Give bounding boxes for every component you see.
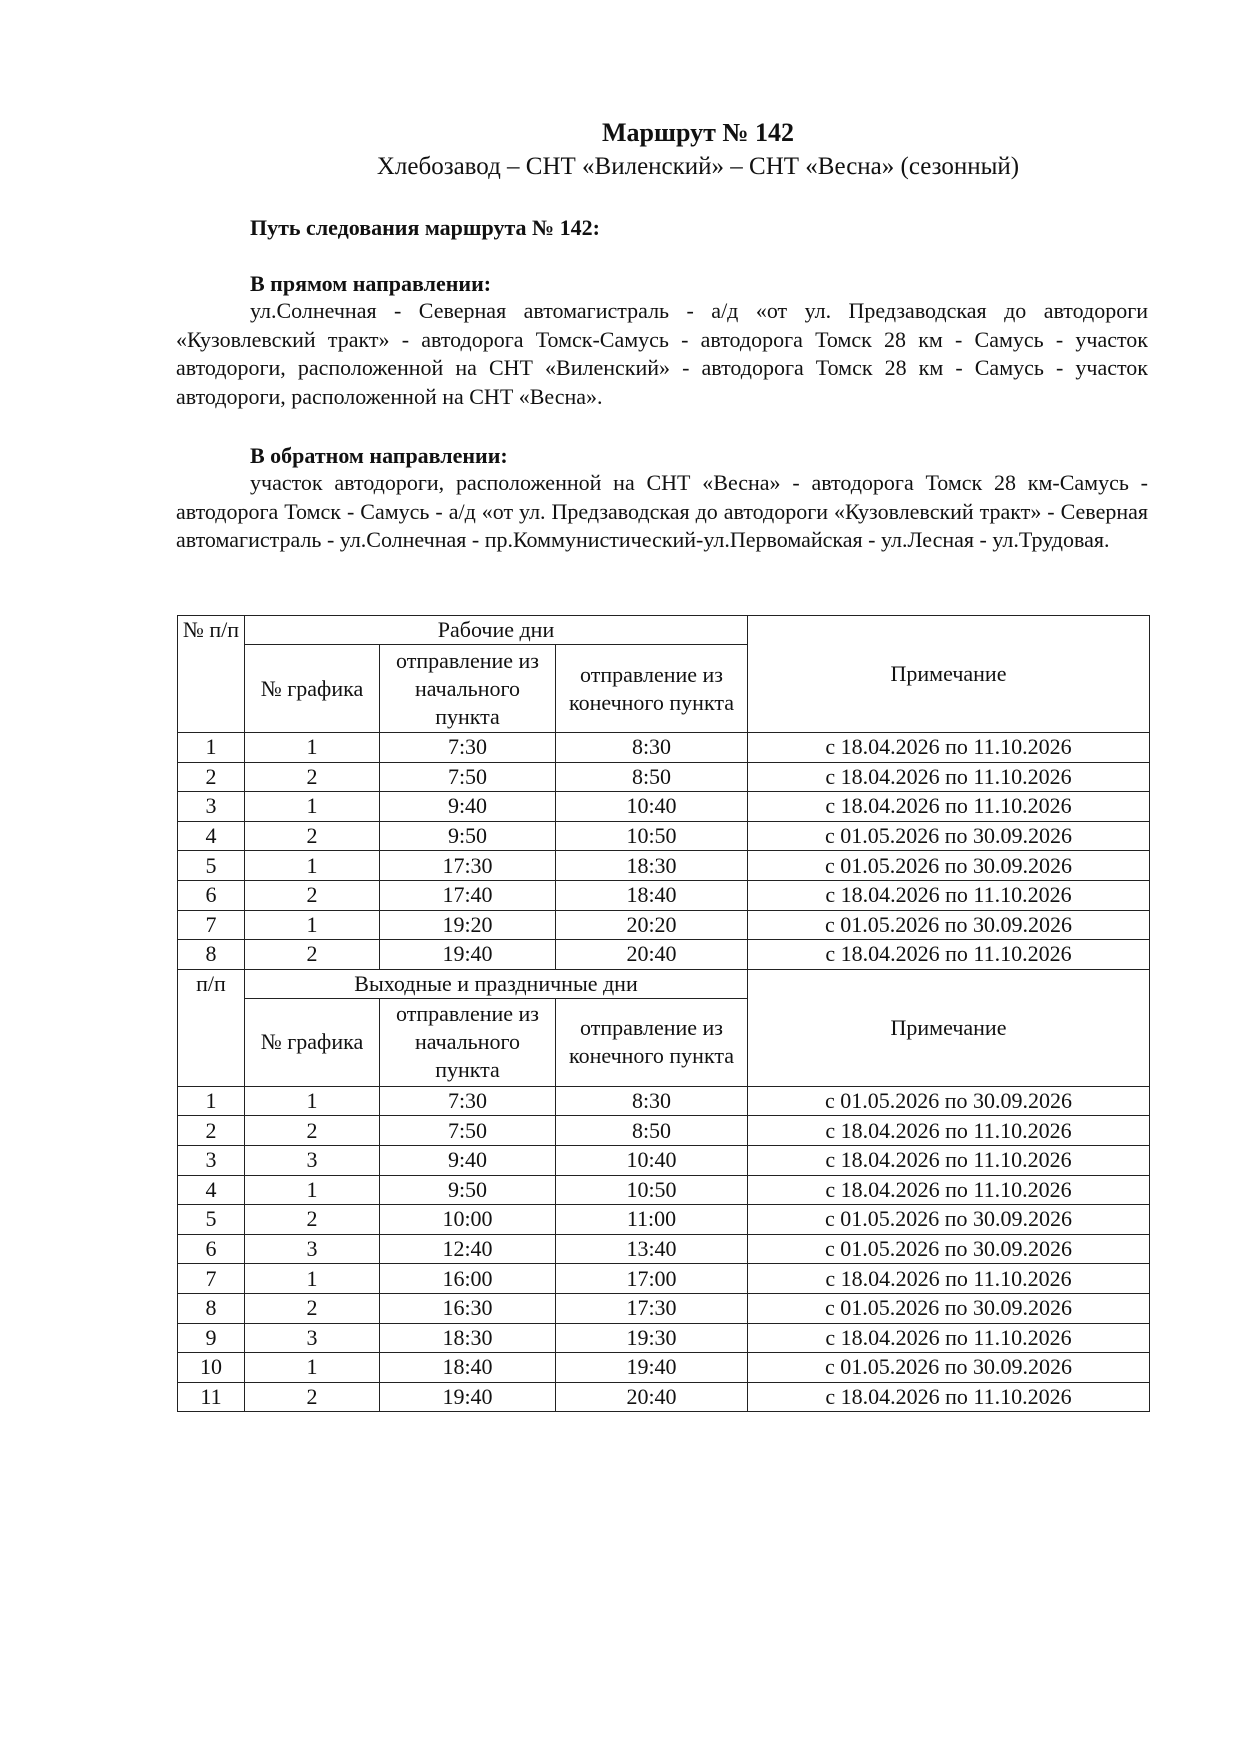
depart-end-cell: 10:40 [556,1145,748,1175]
period-note-cell: с 01.05.2026 по 30.09.2026 [748,1353,1150,1383]
row-number-cell: 2 [178,762,245,792]
depart-start-cell: 9:40 [380,1145,556,1175]
schedule-number-header: № графика [245,998,380,1086]
schedule-number-cell: 2 [245,880,380,910]
table-row [178,821,1150,851]
table-row [178,1145,1150,1175]
row-number-cell: 7 [178,910,245,940]
depart-start-cell: 12:40 [380,1234,556,1264]
period-note-cell: с 01.05.2026 по 30.09.2026 [748,1086,1150,1116]
table-row [178,1116,1150,1146]
depart-end-cell: 10:40 [556,792,748,822]
schedule-number-cell: 1 [245,1086,380,1116]
depart-start-cell: 19:40 [380,940,556,970]
table-row [178,1086,1150,1116]
schedule-number-cell: 3 [245,1234,380,1264]
depart-start-cell: 18:40 [380,1353,556,1383]
schedule-number-cell: 2 [245,821,380,851]
schedule-number-header: № графика [245,645,380,733]
schedule-number-cell: 3 [245,1323,380,1353]
depart-start-header: отправление из начального пункта [380,998,556,1086]
reverse-route-text: участок автодороги, расположенной на СНТ «Весна» - автодорога Томск 28 км-Самусь - автодорога Томск - Самусь - а/д «от ул. Предзаводская до автодороги «Кузовлевский тракт» - Северная автомагистраль - ул.Солнечная - пр.Коммунистический-ул.Первомайская - ул.Лесная - ул.Трудовая. [176,470,1148,552]
row-number-cell: 1 [178,733,245,763]
schedule-number-cell: 1 [245,1175,380,1205]
depart-start-cell: 7:50 [380,1116,556,1146]
depart-start-cell: 18:30 [380,1323,556,1353]
period-note-cell: с 18.04.2026 по 11.10.2026 [748,1382,1150,1412]
weekday-header-row [178,616,1150,645]
forward-heading: В прямом направлении: [250,271,492,296]
period-note-cell: с 01.05.2026 по 30.09.2026 [748,1293,1150,1323]
weekend-header-row [178,969,1150,998]
schedule-number-cell: 1 [245,851,380,881]
row-number-header: № п/п [178,616,245,733]
schedule-number-cell: 1 [245,733,380,763]
row-number-cell: 4 [178,821,245,851]
period-note-cell: с 18.04.2026 по 11.10.2026 [748,1175,1150,1205]
depart-end-cell: 17:30 [556,1293,748,1323]
route-heading: Путь следования маршрута № 142: [250,215,600,240]
forward-route-text: ул.Солнечная - Северная автомагистраль - а/д «от ул. Предзаводская до автодороги «Кузовлевский тракт» - автодорога Томск-Самусь - автодорога Томск 28 км - Самусь - участок автодороги, расположенной на СНТ «Виленский» - автодорога Томск 28 км - Самусь - участок автодороги, расположенной на СНТ «Весна». [176,298,1148,409]
depart-start-cell: 16:00 [380,1264,556,1294]
row-number-cell: 8 [178,940,245,970]
weekday-group-header: Рабочие дни [245,616,748,645]
weekday-section [178,616,1150,970]
row-number-cell: 6 [178,1234,245,1264]
row-number-cell: 11 [178,1382,245,1412]
period-note-cell: с 18.04.2026 по 11.10.2026 [748,1116,1150,1146]
depart-end-cell: 8:30 [556,1086,748,1116]
table-row [178,940,1150,970]
depart-start-cell: 10:00 [380,1205,556,1235]
period-note-cell: с 01.05.2026 по 30.09.2026 [748,821,1150,851]
table-row [178,792,1150,822]
depart-start-cell: 9:50 [380,1175,556,1205]
depart-end-cell: 10:50 [556,1175,748,1205]
row-number-cell: 9 [178,1323,245,1353]
depart-end-cell: 17:00 [556,1264,748,1294]
table-row [178,1353,1150,1383]
route-subtitle: Хлебозавод – СНТ «Виленский» – СНТ «Весна» (сезонный) [376,153,1020,180]
row-number-cell: 3 [178,1145,245,1175]
schedule-number-cell: 2 [245,940,380,970]
row-number-cell: 8 [178,1293,245,1323]
schedule-number-cell: 2 [245,762,380,792]
depart-start-cell: 9:40 [380,792,556,822]
table-row [178,1234,1150,1264]
period-note-cell: с 18.04.2026 по 11.10.2026 [748,792,1150,822]
row-number-cell: 6 [178,880,245,910]
table-row [178,762,1150,792]
table-row [178,1205,1150,1235]
period-note-cell: с 01.05.2026 по 30.09.2026 [748,910,1150,940]
table-row [178,880,1150,910]
depart-end-cell: 18:40 [556,880,748,910]
depart-end-cell: 20:40 [556,1382,748,1412]
period-note-cell: с 18.04.2026 по 11.10.2026 [748,762,1150,792]
depart-end-cell: 10:50 [556,821,748,851]
schedule-number-cell: 1 [245,910,380,940]
schedule-number-cell: 2 [245,1293,380,1323]
reverse-heading: В обратном направлении: [250,443,508,468]
depart-start-cell: 17:30 [380,851,556,881]
depart-end-header: отправление из конечного пункта [556,645,748,733]
row-number-cell: 2 [178,1116,245,1146]
row-number-cell: 1 [178,1086,245,1116]
depart-end-cell: 8:30 [556,733,748,763]
table-row [178,910,1150,940]
period-note-cell: с 01.05.2026 по 30.09.2026 [748,1234,1150,1264]
depart-end-cell: 20:40 [556,940,748,970]
depart-end-cell: 8:50 [556,1116,748,1146]
depart-start-cell: 9:50 [380,821,556,851]
depart-end-cell: 20:20 [556,910,748,940]
depart-end-cell: 19:30 [556,1323,748,1353]
table-row [178,1323,1150,1353]
note-header: Примечание [748,616,1150,733]
schedule-number-cell: 1 [245,792,380,822]
depart-start-header: отправление из начального пункта [380,645,556,733]
depart-start-cell: 19:40 [380,1382,556,1412]
period-note-cell: с 18.04.2026 по 11.10.2026 [748,1264,1150,1294]
schedule-number-cell: 3 [245,1145,380,1175]
period-note-cell: с 18.04.2026 по 11.10.2026 [748,733,1150,763]
weekend-section [178,969,1150,1412]
row-number-cell: 5 [178,851,245,881]
depart-end-cell: 18:30 [556,851,748,881]
depart-end-header: отправление из конечного пункта [556,998,748,1086]
row-number-cell: 10 [178,1353,245,1383]
depart-start-cell: 7:30 [380,733,556,763]
depart-start-cell: 16:30 [380,1293,556,1323]
schedule-number-cell: 1 [245,1264,380,1294]
page-title: Маршрут № 142 [602,118,794,147]
period-note-cell: с 18.04.2026 по 11.10.2026 [748,940,1150,970]
depart-end-cell: 19:40 [556,1353,748,1383]
schedule-number-cell: 2 [245,1116,380,1146]
schedule-number-cell: 2 [245,1205,380,1235]
schedule-number-cell: 2 [245,1382,380,1412]
period-note-cell: с 18.04.2026 по 11.10.2026 [748,1323,1150,1353]
row-number-cell: 3 [178,792,245,822]
note-header: Примечание [748,969,1150,1086]
row-number-cell: 4 [178,1175,245,1205]
table-row [178,1382,1150,1412]
period-note-cell: с 01.05.2026 по 30.09.2026 [748,851,1150,881]
depart-start-cell: 17:40 [380,880,556,910]
period-note-cell: с 01.05.2026 по 30.09.2026 [748,1205,1150,1235]
depart-end-cell: 8:50 [556,762,748,792]
table-row [178,733,1150,763]
table-row [178,1264,1150,1294]
table-row [178,851,1150,881]
row-number-cell: 5 [178,1205,245,1235]
row-number-header: п/п [178,969,245,1086]
depart-start-cell: 7:30 [380,1086,556,1116]
schedule-table [177,615,1150,1412]
row-number-cell: 7 [178,1264,245,1294]
table-row [178,1175,1150,1205]
table-row [178,1293,1150,1323]
depart-start-cell: 19:20 [380,910,556,940]
depart-end-cell: 13:40 [556,1234,748,1264]
period-note-cell: с 18.04.2026 по 11.10.2026 [748,1145,1150,1175]
depart-end-cell: 11:00 [556,1205,748,1235]
schedule-number-cell: 1 [245,1353,380,1383]
depart-start-cell: 7:50 [380,762,556,792]
period-note-cell: с 18.04.2026 по 11.10.2026 [748,880,1150,910]
weekend-group-header: Выходные и праздничные дни [245,969,748,998]
